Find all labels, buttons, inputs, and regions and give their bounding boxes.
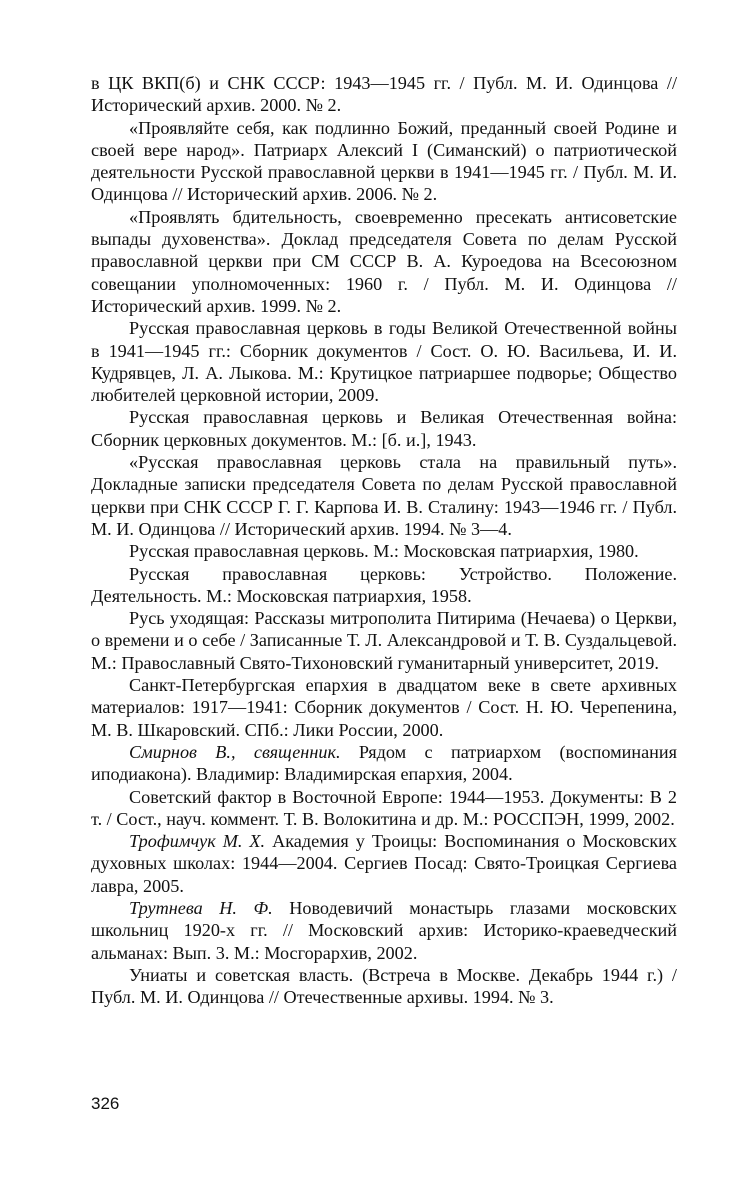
bibliography-entry bbox=[91, 674, 677, 741]
bibliography-entry bbox=[91, 406, 677, 451]
entry-author: Трофимчук М. Х. bbox=[129, 831, 266, 852]
entry-text: «Проявляйте себя, как подлинно Божий, преданный своей Родине и своей вере народ». Патриарх Алексий I (Симанский) о патриотической деятельности Русской православной церкви в 1941—1945 гг. / Публ. М. И. Одинцова // Исторический архив. 2006. № 2. bbox=[91, 117, 677, 205]
bibliography-entry bbox=[91, 317, 677, 406]
entry-author: Трутнева Н. Ф. bbox=[129, 897, 273, 918]
bibliography-entry bbox=[91, 451, 677, 540]
entry-text: «Русская православная церковь стала на правильный путь». Докладные записки председателя Совета по делам Русской православной церкви при СНК СССР Г. Г. Карпова И. В. Сталину: 1943—1946 гг. / Публ. М. И. Одинцова // Исторический архив. 1994. № 3—4. bbox=[91, 452, 677, 539]
bibliography-entry bbox=[91, 540, 677, 562]
entry-text: Академия у Троицы: Воспоминания о Московских духовных школах: 1944—2004. Сергиев Посад: Свято-Троицкая Сергиева лавра, 2005. bbox=[91, 831, 678, 896]
entry-text: Русская православная церковь в годы Великой Отечественной войны в 1941—1945 гг.: Сборник документов / Сост. О. Ю. Васильева, И. И. Кудрявцев, Л. А. Лыкова. М.: Крутицкое патриаршее подворье; Общество любителей церковной истории, 2009. bbox=[91, 318, 677, 406]
entry-text: Советский фактор в Восточной Европе: 1944—1953. Документы: В 2 т. / Сост., науч. коммент. Т. В. Волокитина и др. М.: РОССПЭН, 1999, 2002. bbox=[91, 786, 677, 829]
page-number: 326 bbox=[91, 1094, 120, 1113]
bibliography-entry bbox=[91, 897, 677, 964]
entry-text: Санкт-Петербургская епархия в двадцатом веке в свете архивных материалов: 1917—1941: Сборник документов / Сост. Н. Ю. Черепенина, М. В. Шкаровский. СПб.: Лики России, 2000. bbox=[91, 675, 677, 740]
bibliography-list bbox=[91, 72, 677, 1008]
entry-text: Униаты и советская власть. (Встреча в Москве. Декабрь 1944 г.) / Публ. М. И. Одинцова // Отечественные архивы. 1994. № 3. bbox=[91, 964, 677, 1008]
entry-text: Русь уходящая: Рассказы митрополита Питирима (Нечаева) о Церкви, о времени и о себе / Записанные Т. Л. Александровой и Т. В. Суздальцевой. М.: Православный Свято-Тихоновский гуманитарный университет, 2019. bbox=[91, 608, 677, 673]
entry-text: Русская православная церковь. М.: Московская патриархия, 1980. bbox=[129, 541, 639, 562]
bibliography-entry bbox=[91, 563, 677, 608]
entry-author: Смирнов В., священник. bbox=[129, 741, 341, 762]
bibliography-entry bbox=[91, 117, 677, 206]
entry-text: Новодевичий монастырь глазами московских школьниц 1920-х гг. // Московский архив: Историко-краеведческий альманах: Вып. 3. М.: Мосгорархив, 2002. bbox=[91, 897, 677, 963]
entry-text: в ЦК ВКП(б) и СНК СССР: 1943—1945 гг. / Публ. М. И. Одинцова // Исторический архив. 2000. № 2. bbox=[91, 73, 677, 116]
bibliography-entry bbox=[91, 786, 677, 831]
entry-text: Русская православная церковь: Устройство. Положение. Деятельность. М.: Московская патриархия, 1958. bbox=[91, 563, 677, 606]
entry-text: Рядом с патриархом (воспоминания иподиакона). Владимир: Владимирская епархия, 2004. bbox=[91, 741, 677, 785]
entry-text: «Проявлять бдительность, своевременно пресекать антисоветские выпады духовенства». Доклад председателя Совета по делам Русской православной церкви при СМ СССР В. А. Куроедова на Всесоюзном совещании уполномоченных: 1960 г. / Публ. М. И. Одинцова // Исторический архив. 1999. № 2. bbox=[91, 206, 677, 316]
bibliography-entry bbox=[91, 964, 677, 1009]
entry-text: Русская православная церковь и Великая Отечественная война: Сборник церковных документов. М.: [б. и.], 1943. bbox=[91, 407, 677, 450]
bibliography-entry bbox=[91, 72, 677, 117]
bibliography-entry bbox=[91, 830, 677, 897]
bibliography-entry bbox=[91, 607, 677, 674]
bibliography-entry bbox=[91, 206, 677, 317]
bibliography-entry bbox=[91, 741, 677, 786]
